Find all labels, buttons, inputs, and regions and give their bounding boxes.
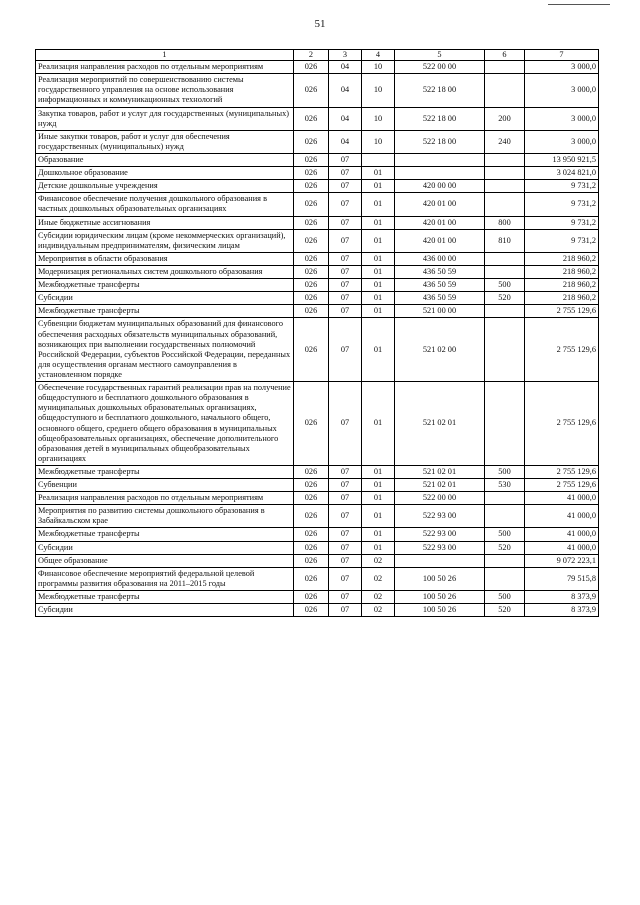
row-description: Детские дошкольные учреждения — [36, 180, 294, 193]
row-description: Образование — [36, 153, 294, 166]
header-row — [36, 50, 599, 61]
table-row — [36, 305, 599, 318]
row-subsection: 01 — [362, 252, 395, 265]
table-row — [36, 74, 599, 107]
row-expense-type: 500 — [485, 465, 525, 478]
row-target-article: 522 18 00 — [395, 74, 485, 107]
row-description: Иные бюджетные ассигнования — [36, 216, 294, 229]
table-row — [36, 229, 599, 252]
row-target-article: 436 50 59 — [395, 292, 485, 305]
row-amount: 3 000,0 — [525, 74, 599, 107]
row-amount: 2 755 129,6 — [525, 318, 599, 382]
row-ministry-code: 026 — [294, 107, 329, 130]
table-row — [36, 505, 599, 528]
row-amount: 2 755 129,6 — [525, 465, 599, 478]
row-description: Общее образование — [36, 554, 294, 567]
row-target-article: 522 18 00 — [395, 107, 485, 130]
row-section: 07 — [329, 153, 362, 166]
row-subsection: 01 — [362, 318, 395, 382]
row-expense-type — [485, 318, 525, 382]
row-description: Межбюджетные трансферты — [36, 591, 294, 604]
row-description: Межбюджетные трансферты — [36, 279, 294, 292]
row-description: Субсидии — [36, 541, 294, 554]
row-section: 07 — [329, 252, 362, 265]
row-description: Межбюджетные трансферты — [36, 305, 294, 318]
row-target-article: 436 00 00 — [395, 252, 485, 265]
row-amount: 41 000,0 — [525, 492, 599, 505]
table-row — [36, 382, 599, 466]
row-expense-type: 520 — [485, 292, 525, 305]
table-row — [36, 591, 599, 604]
column-header: 5 — [395, 50, 485, 61]
row-description: Мероприятия в области образования — [36, 252, 294, 265]
row-subsection: 10 — [362, 61, 395, 74]
table-row — [36, 61, 599, 74]
row-subsection: 01 — [362, 265, 395, 278]
row-subsection: 02 — [362, 604, 395, 617]
row-amount: 8 373,9 — [525, 604, 599, 617]
table-row — [36, 216, 599, 229]
row-section: 07 — [329, 505, 362, 528]
row-ministry-code: 026 — [294, 74, 329, 107]
row-target-article: 521 02 01 — [395, 465, 485, 478]
row-section: 07 — [329, 382, 362, 466]
row-subsection — [362, 153, 395, 166]
page-number: 51 — [314, 18, 326, 30]
row-description: Обеспечение государственных гарантий реализации прав на получение общедоступного и бесплатного дошкольного образования в муниципальных дошкольных образовательных организациях, общедоступного и бесплатного дошкольного, начального общего, основного общего, среднего общего образования в муниципальных общеобразовательных организациях, обеспечение дополнительного образования детей в муниципальных общеобразовательных организациях — [36, 382, 294, 466]
row-target-article: 100 50 26 — [395, 604, 485, 617]
row-subsection: 01 — [362, 528, 395, 541]
row-ministry-code: 026 — [294, 216, 329, 229]
row-target-article: 521 02 01 — [395, 479, 485, 492]
row-section: 04 — [329, 130, 362, 153]
row-subsection: 01 — [362, 229, 395, 252]
row-amount: 9 731,2 — [525, 193, 599, 216]
row-section: 04 — [329, 74, 362, 107]
row-ministry-code: 026 — [294, 541, 329, 554]
row-expense-type: 800 — [485, 216, 525, 229]
row-subsection: 01 — [362, 541, 395, 554]
row-amount: 2 755 129,6 — [525, 382, 599, 466]
row-expense-type — [485, 74, 525, 107]
row-amount: 13 950 921,5 — [525, 153, 599, 166]
row-subsection: 10 — [362, 74, 395, 107]
row-target-article: 522 00 00 — [395, 492, 485, 505]
row-amount: 8 373,9 — [525, 591, 599, 604]
table-row — [36, 153, 599, 166]
row-amount: 218 960,2 — [525, 279, 599, 292]
row-amount: 41 000,0 — [525, 505, 599, 528]
row-ministry-code: 026 — [294, 279, 329, 292]
row-section: 04 — [329, 61, 362, 74]
row-expense-type — [485, 252, 525, 265]
row-expense-type — [485, 193, 525, 216]
row-amount: 79 515,8 — [525, 567, 599, 590]
row-expense-type — [485, 382, 525, 466]
row-amount: 3 000,0 — [525, 130, 599, 153]
row-target-article — [395, 167, 485, 180]
row-target-article: 100 50 26 — [395, 591, 485, 604]
row-section: 07 — [329, 216, 362, 229]
column-header: 2 — [294, 50, 329, 61]
row-section: 07 — [329, 604, 362, 617]
table-row — [36, 252, 599, 265]
row-description: Дошкольное образование — [36, 167, 294, 180]
table-row — [36, 604, 599, 617]
table-row — [36, 492, 599, 505]
row-target-article — [395, 153, 485, 166]
row-target-article — [395, 554, 485, 567]
row-ministry-code: 026 — [294, 153, 329, 166]
row-target-article: 436 50 59 — [395, 279, 485, 292]
row-section: 07 — [329, 229, 362, 252]
table-row — [36, 318, 599, 382]
row-ministry-code: 026 — [294, 604, 329, 617]
table-row — [36, 265, 599, 278]
row-subsection: 01 — [362, 279, 395, 292]
column-header: 1 — [36, 50, 294, 61]
row-target-article: 521 02 01 — [395, 382, 485, 466]
row-amount: 41 000,0 — [525, 528, 599, 541]
row-expense-type: 500 — [485, 591, 525, 604]
column-header: 7 — [525, 50, 599, 61]
row-target-article: 522 93 00 — [395, 528, 485, 541]
row-target-article: 420 01 00 — [395, 193, 485, 216]
corner-rule — [548, 4, 610, 5]
table-row — [36, 167, 599, 180]
row-expense-type — [485, 567, 525, 590]
row-subsection: 02 — [362, 591, 395, 604]
row-ministry-code: 026 — [294, 382, 329, 466]
row-expense-type — [485, 180, 525, 193]
table-row — [36, 541, 599, 554]
row-subsection: 01 — [362, 180, 395, 193]
row-subsection: 01 — [362, 479, 395, 492]
row-section: 07 — [329, 305, 362, 318]
table-row — [36, 130, 599, 153]
row-description: Мероприятия по развитию системы дошкольного образования в Забайкальском крае — [36, 505, 294, 528]
row-subsection: 01 — [362, 216, 395, 229]
row-description: Иные закупки товаров, работ и услуг для обеспечения государственных (муниципальных) нужд — [36, 130, 294, 153]
row-description: Межбюджетные трансферты — [36, 528, 294, 541]
row-subsection: 02 — [362, 567, 395, 590]
row-amount: 9 072 223,1 — [525, 554, 599, 567]
row-subsection: 10 — [362, 107, 395, 130]
table-row — [36, 528, 599, 541]
row-subsection: 01 — [362, 305, 395, 318]
row-subsection: 01 — [362, 193, 395, 216]
row-target-article: 522 93 00 — [395, 505, 485, 528]
row-amount: 218 960,2 — [525, 252, 599, 265]
row-section: 07 — [329, 180, 362, 193]
row-expense-type: 520 — [485, 541, 525, 554]
row-section: 07 — [329, 554, 362, 567]
row-subsection: 02 — [362, 554, 395, 567]
row-expense-type — [485, 61, 525, 74]
row-description: Субвенции бюджетам муниципальных образований для финансового обеспечения расходных обязательств муниципальных образований, возникающих при выполнении государственных полномочий Российской Федерации, субъектов Российской Федерации, переданных для осуществления органам местного самоуправления в установленном порядке — [36, 318, 294, 382]
row-expense-type — [485, 554, 525, 567]
table-row — [36, 465, 599, 478]
row-expense-type: 520 — [485, 604, 525, 617]
row-amount: 2 755 129,6 — [525, 305, 599, 318]
row-target-article: 522 93 00 — [395, 541, 485, 554]
table-body — [36, 61, 599, 617]
row-section: 07 — [329, 167, 362, 180]
row-ministry-code: 026 — [294, 193, 329, 216]
row-target-article: 420 01 00 — [395, 229, 485, 252]
row-subsection: 01 — [362, 492, 395, 505]
row-section: 07 — [329, 318, 362, 382]
row-description: Межбюджетные трансферты — [36, 465, 294, 478]
row-ministry-code: 026 — [294, 554, 329, 567]
row-expense-type: 200 — [485, 107, 525, 130]
row-ministry-code: 026 — [294, 567, 329, 590]
row-section: 07 — [329, 279, 362, 292]
row-amount: 41 000,0 — [525, 541, 599, 554]
row-amount: 218 960,2 — [525, 265, 599, 278]
row-ministry-code: 026 — [294, 591, 329, 604]
row-amount: 3 024 821,0 — [525, 167, 599, 180]
row-ministry-code: 026 — [294, 479, 329, 492]
row-description: Субсидии — [36, 292, 294, 305]
row-ministry-code: 026 — [294, 252, 329, 265]
column-header: 3 — [329, 50, 362, 61]
table-row — [36, 292, 599, 305]
row-subsection: 01 — [362, 382, 395, 466]
row-target-article: 420 01 00 — [395, 216, 485, 229]
row-description: Модернизация региональных систем дошкольного образования — [36, 265, 294, 278]
row-subsection: 01 — [362, 505, 395, 528]
row-section: 07 — [329, 292, 362, 305]
table-row — [36, 479, 599, 492]
row-description: Реализация направления расходов по отдельным мероприятиям — [36, 492, 294, 505]
row-expense-type — [485, 492, 525, 505]
row-description: Закупка товаров, работ и услуг для государственных (муниципальных) нужд — [36, 107, 294, 130]
row-expense-type: 530 — [485, 479, 525, 492]
row-amount: 9 731,2 — [525, 180, 599, 193]
row-section: 07 — [329, 492, 362, 505]
row-expense-type: 240 — [485, 130, 525, 153]
budget-table — [35, 49, 599, 617]
row-ministry-code: 026 — [294, 305, 329, 318]
row-ministry-code: 026 — [294, 292, 329, 305]
row-ministry-code: 026 — [294, 61, 329, 74]
row-expense-type — [485, 505, 525, 528]
row-section: 07 — [329, 591, 362, 604]
table-row — [36, 567, 599, 590]
row-section: 07 — [329, 541, 362, 554]
row-expense-type: 500 — [485, 528, 525, 541]
row-description: Реализация направления расходов по отдельным мероприятиям — [36, 61, 294, 74]
row-description: Финансовое обеспечение мероприятий федеральной целевой программы развития образования на 2011–2015 годы — [36, 567, 294, 590]
row-expense-type — [485, 153, 525, 166]
row-description: Субсидии — [36, 604, 294, 617]
row-target-article: 521 02 00 — [395, 318, 485, 382]
row-target-article: 420 00 00 — [395, 180, 485, 193]
row-ministry-code: 026 — [294, 318, 329, 382]
table-row — [36, 279, 599, 292]
column-header: 6 — [485, 50, 525, 61]
row-expense-type — [485, 167, 525, 180]
row-amount: 3 000,0 — [525, 107, 599, 130]
row-ministry-code: 026 — [294, 465, 329, 478]
row-section: 07 — [329, 479, 362, 492]
table-row — [36, 554, 599, 567]
row-ministry-code: 026 — [294, 180, 329, 193]
row-description: Субсидии юридическим лицам (кроме некоммерческих организаций), индивидуальным предпринимателям, физическим лицам — [36, 229, 294, 252]
row-expense-type — [485, 265, 525, 278]
row-ministry-code: 026 — [294, 229, 329, 252]
row-subsection: 01 — [362, 167, 395, 180]
row-section: 07 — [329, 193, 362, 216]
row-amount: 3 000,0 — [525, 61, 599, 74]
table-row — [36, 193, 599, 216]
row-amount: 218 960,2 — [525, 292, 599, 305]
row-target-article: 522 18 00 — [395, 130, 485, 153]
row-subsection: 01 — [362, 465, 395, 478]
row-section: 07 — [329, 465, 362, 478]
row-description: Финансовое обеспечение получения дошкольного образования в частных дошкольных образовательных организациях — [36, 193, 294, 216]
row-ministry-code: 026 — [294, 505, 329, 528]
row-amount: 9 731,2 — [525, 216, 599, 229]
column-header: 4 — [362, 50, 395, 61]
row-ministry-code: 026 — [294, 528, 329, 541]
row-amount: 2 755 129,6 — [525, 479, 599, 492]
row-ministry-code: 026 — [294, 167, 329, 180]
row-section: 07 — [329, 265, 362, 278]
row-description: Реализация мероприятий по совершенствованию системы государственного управления на основе использования информационных и коммуникационных технологий — [36, 74, 294, 107]
row-ministry-code: 026 — [294, 492, 329, 505]
row-ministry-code: 026 — [294, 130, 329, 153]
table-row — [36, 107, 599, 130]
row-ministry-code: 026 — [294, 265, 329, 278]
row-target-article: 436 50 59 — [395, 265, 485, 278]
row-target-article: 100 50 26 — [395, 567, 485, 590]
row-expense-type: 500 — [485, 279, 525, 292]
row-section: 07 — [329, 528, 362, 541]
row-subsection: 01 — [362, 292, 395, 305]
row-section: 04 — [329, 107, 362, 130]
row-description: Субвенции — [36, 479, 294, 492]
row-expense-type — [485, 305, 525, 318]
table-row — [36, 180, 599, 193]
row-target-article: 521 00 00 — [395, 305, 485, 318]
row-section: 07 — [329, 567, 362, 590]
row-amount: 9 731,2 — [525, 229, 599, 252]
row-subsection: 10 — [362, 130, 395, 153]
row-expense-type: 810 — [485, 229, 525, 252]
row-target-article: 522 00 00 — [395, 61, 485, 74]
